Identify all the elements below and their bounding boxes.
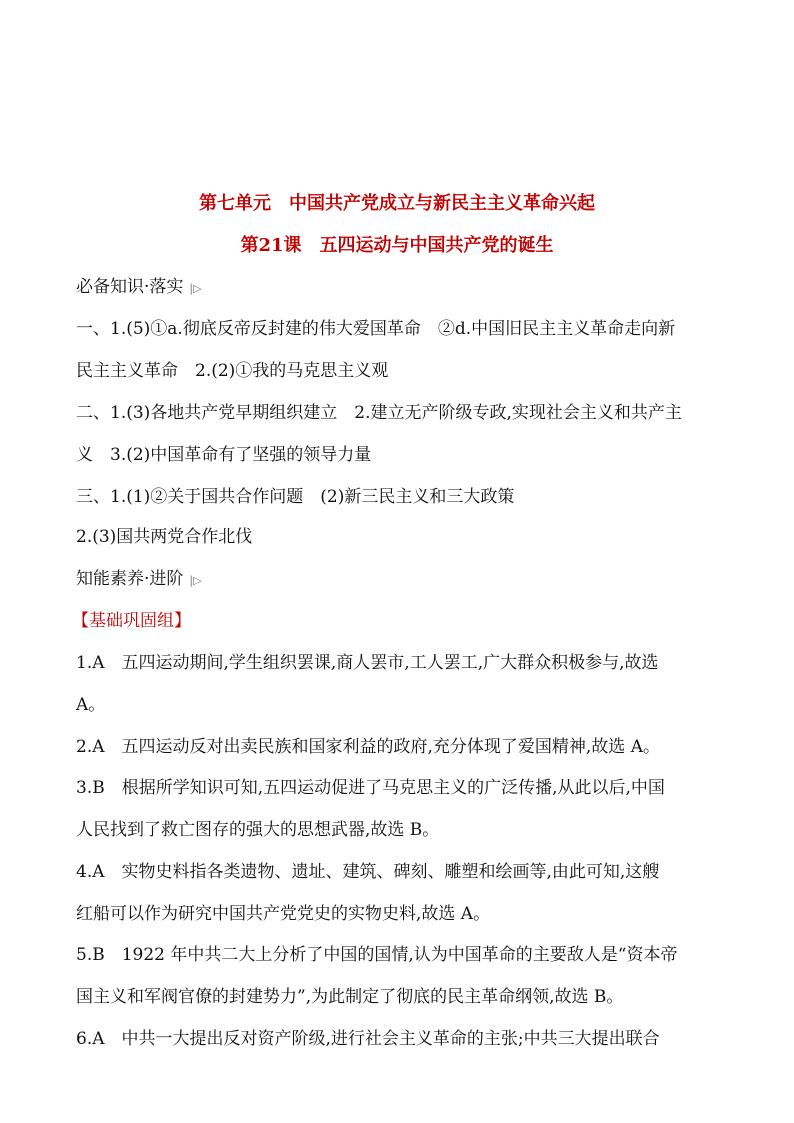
answer-line: 民主主义革命 2.(2)①我的马克思主义观 <box>76 361 389 381</box>
section-title: 知能素养·进阶 <box>76 569 184 589</box>
answer-line: 2.A 五四运动反对出卖民族和国家利益的政府,充分体现了爱国精神,故选 A。 <box>76 737 660 757</box>
answer-line: 2.(3)国共两党合作北伐 <box>76 527 253 547</box>
answer-line: A。 <box>76 695 106 715</box>
answer-line: 人民找到了救亡图存的强大的思想武器,故选 B。 <box>76 820 440 840</box>
section-title: 必备知识·落实 <box>76 277 184 297</box>
answer-line: 一、1.(5)①a.彻底反帝反封建的伟大爱国革命 ②d.中国旧民主主义革命走向新 <box>76 319 676 339</box>
group-label: 【基础巩固组】 <box>72 611 191 631</box>
answer-line: 3.B 根据所学知识可知,五四运动促进了马克思主义的广泛传播,从此以后,中国 <box>76 778 665 798</box>
answer-line: 红船可以作为研究中国共产党党史的实物史料,故选 A。 <box>76 904 491 924</box>
answer-line: 国主义和军阀官僚的封建势力”,为此制定了彻底的民主革命纲领,故选 B。 <box>76 987 624 1007</box>
answer-line: 三、1.(1)②关于国共合作问题 (2)新三民主义和三大政策 <box>76 487 515 507</box>
lesson-title: 第21课 五四运动与中国共产党的诞生 <box>240 235 554 256</box>
answer-line: 二、1.(3)各地共产党早期组织建立 2.建立无产阶级专政,实现社会主义和共产主 <box>76 403 682 423</box>
answer-line: 6.A 中共一大提出反对资产阶级,进行社会主义革命的主张;中共三大提出联合 <box>76 1029 660 1049</box>
answer-line: 5.B 1922 年中共二大上分析了中国的国情,认为中国革命的主要敌人是“资本帝 <box>76 945 678 965</box>
unit-title: 第七单元 中国共产党成立与新民主主义革命兴起 <box>199 193 595 214</box>
section-heading-knowledge <box>76 272 202 297</box>
answer-line: 4.A 实物史料指各类遗物、遗址、建筑、碑刻、雕塑和绘画等,由此可知,这艘 <box>76 862 660 882</box>
answer-line: 1.A 五四运动期间,学生组织罢课,商人罢市,工人罢工,广大群众积极参与,故选 <box>76 653 659 673</box>
section-marker-icon: |▷ <box>189 282 202 295</box>
answer-line: 义 3.(2)中国革命有了坚强的领导力量 <box>76 445 372 465</box>
section-heading-advanced <box>76 564 202 589</box>
section-marker-icon: |▷ <box>189 574 202 587</box>
